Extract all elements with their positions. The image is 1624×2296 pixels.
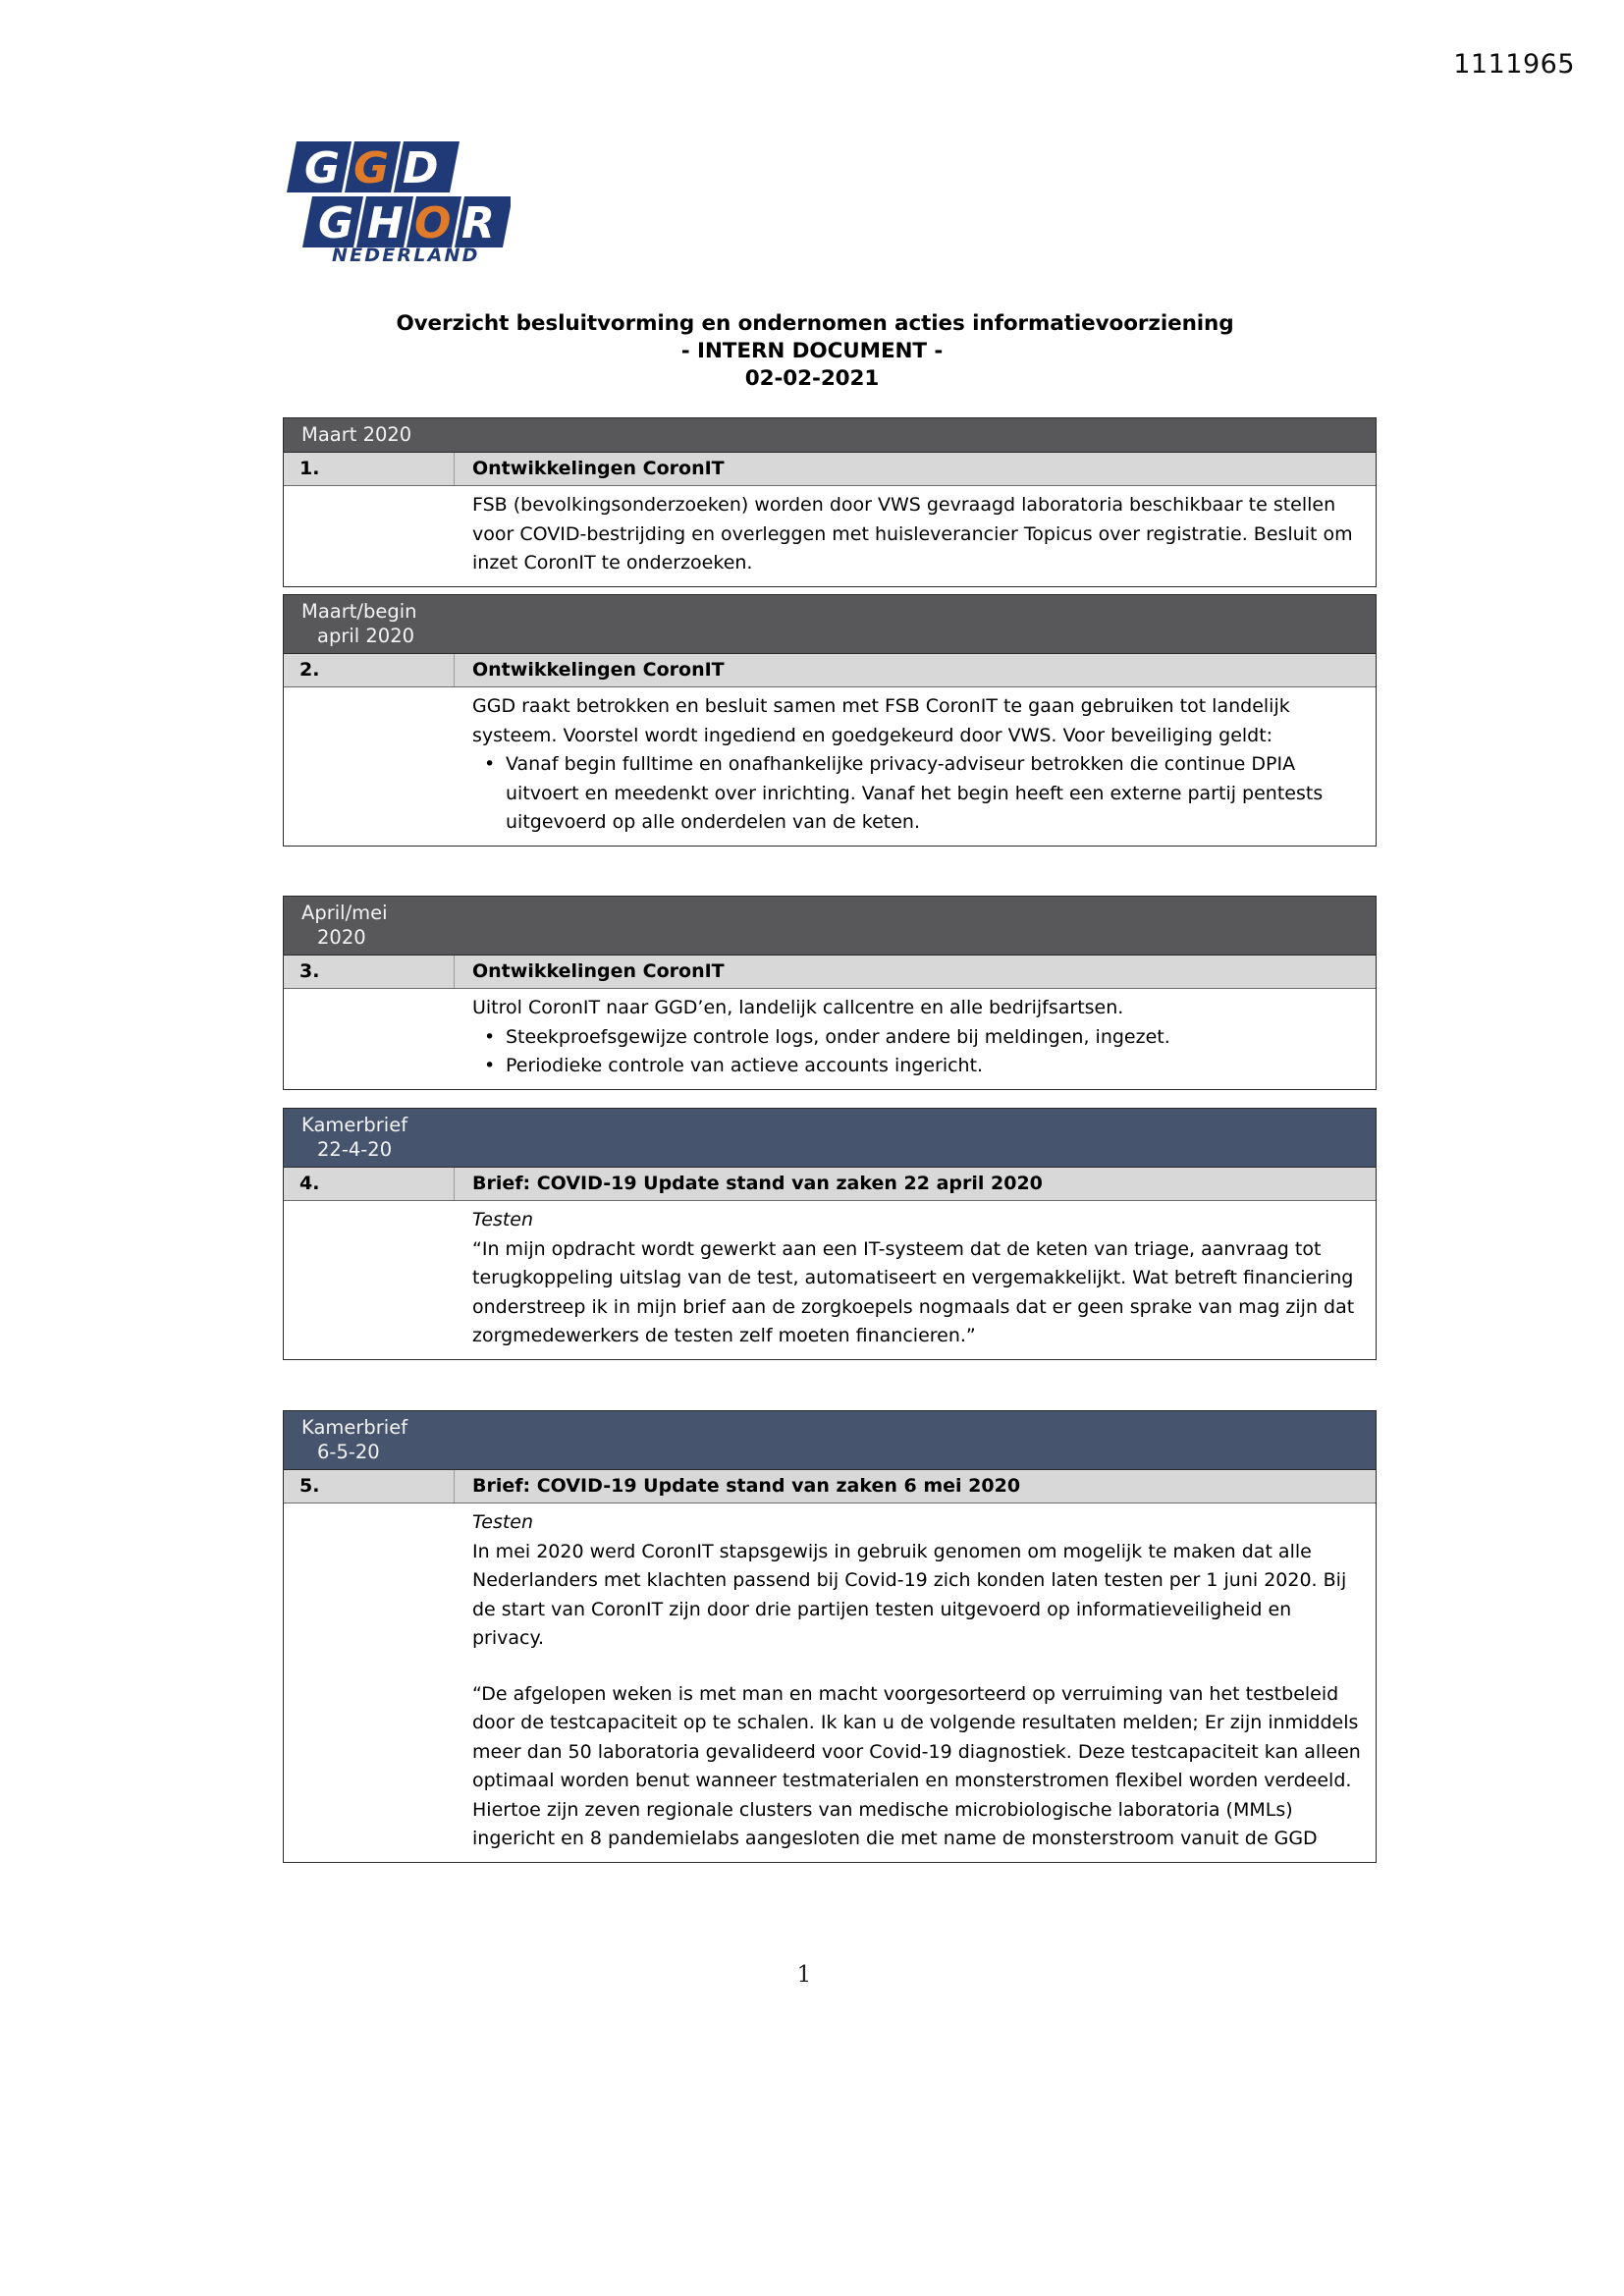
entry-table xyxy=(283,1108,1377,1360)
entry-body-content xyxy=(455,486,1376,586)
svg-text:G: G xyxy=(318,198,354,248)
entry-bullet-list xyxy=(472,750,1362,838)
entry-date-line: Kamerbrief xyxy=(301,1416,408,1439)
entry-body-content xyxy=(455,687,1376,846)
entry-body-content xyxy=(455,1503,1376,1862)
entry-body-content xyxy=(455,989,1376,1089)
entry-table xyxy=(283,594,1377,847)
entry-date-line: Maart/begin xyxy=(301,600,417,623)
entry-date-line: 2020 xyxy=(317,926,366,949)
entry-subheader xyxy=(284,654,1376,687)
entry-bullet-list xyxy=(472,1023,1362,1081)
list-item-text: Steekproefsgewijze controle logs, onder andere bij meldingen, ingezet. xyxy=(506,1025,1170,1048)
entry-date-line: 6-5-20 xyxy=(317,1441,380,1463)
entry-body-row xyxy=(284,989,1376,1089)
list-item xyxy=(484,1052,1362,1081)
entry-date-line: April/mei xyxy=(301,902,388,924)
entry-date-line: Maart 2020 xyxy=(301,423,412,446)
entry-paragraph: FSB (bevolkingsonderzoeken) worden door VWS gevraagd laboratoria beschikbaar te stellen voor COVID-bestrijding en overleggen met huisleverancier Topicus over registratie. Besluit om inzet CoronIT te onderzoeken. xyxy=(472,494,1353,574)
document-date: 02-02-2021 xyxy=(744,366,880,391)
entry-number: 3. xyxy=(284,956,455,988)
list-item xyxy=(484,1023,1362,1053)
entry-paragraph: GGD raakt betrokken en besluit samen met FSB CoronIT te gaan gebruiken tot landelijk systeem. Voorstel wordt ingediend en goedgekeurd door VWS. Voor beveiliging geldt: xyxy=(472,695,1290,746)
entry-date-header xyxy=(284,897,1376,956)
entry-number: 1. xyxy=(284,453,455,485)
entry-title: Ontwikkelingen CoronIT xyxy=(472,960,725,982)
entry-section-label: Testen xyxy=(472,1209,534,1230)
entry-body-gutter xyxy=(284,687,455,846)
ggd-ghor-nederland-logo xyxy=(285,136,511,263)
svg-text:O: O xyxy=(414,198,452,248)
entry-table xyxy=(283,417,1377,587)
entry-body-row xyxy=(284,1201,1376,1359)
entry-date-header xyxy=(284,1109,1376,1168)
entry-date-line: april 2020 xyxy=(317,625,415,647)
document-subtitle: - INTERN DOCUMENT - xyxy=(680,339,944,363)
document-title-block xyxy=(0,310,1624,393)
entry-date-line: Kamerbrief xyxy=(301,1114,408,1136)
entry-date-header xyxy=(284,595,1376,654)
entry-subheader xyxy=(284,1168,1376,1201)
entry-title: Ontwikkelingen CoronIT xyxy=(472,659,725,681)
svg-text:G: G xyxy=(304,143,341,193)
entry-title: Brief: COVID-19 Update stand van zaken 6 mei 2020 xyxy=(472,1475,1021,1497)
list-item-text: Vanaf begin fulltime en onafhankelijke privacy-adviseur betrokken die continue DPIA uitvoert en meedenkt over inrichting. Vanaf het begin heeft een externe partij pentests uitgevoerd op alle onderdelen van de keten. xyxy=(506,753,1324,833)
entry-title: Brief: COVID-19 Update stand van zaken 22 april 2020 xyxy=(472,1173,1043,1194)
entry-table xyxy=(283,1410,1377,1863)
svg-text:D: D xyxy=(403,143,439,193)
svg-text:R: R xyxy=(461,198,495,248)
entry-paragraph: “De afgelopen weken is met man en macht voorgesorteerd op verruiming van het testbeleid door de testcapaciteit op te schalen. Ik kan u de volgende resultaten melden; Er zijn inmiddels meer dan 50 laboratoria gevalideerd voor Covid-19 diagnostiek. Deze testcapaciteit kan alleen optimaal worden benut wanneer testmaterialen en monsterstromen flexibel worden verdeeld. Hiertoe zijn zeven regionale clusters van medische microbiologische laboratoria (MMLs) ingericht en 8 pandemielabs aangesloten die met name de monsterstroom vanuit de GGD xyxy=(472,1682,1361,1849)
entry-body-row xyxy=(284,1503,1376,1862)
svg-text:G: G xyxy=(353,143,390,193)
entry-date-line: 22-4-20 xyxy=(317,1138,393,1161)
entry-body-gutter xyxy=(284,989,455,1089)
entry-body-gutter xyxy=(284,1201,455,1359)
entry-body-gutter xyxy=(284,1503,455,1862)
entry-date-header xyxy=(284,418,1376,453)
entry-body-row xyxy=(284,687,1376,846)
entry-paragraph: “In mijn opdracht wordt gewerkt aan een IT-systeem dat de keten van triage, aanvraag tot terugkoppeling uitslag van de test, automatiseert en vergemakkelijkt. Wat betreft financiering onderstreep ik in mijn brief aan de zorgkoepels nogmaals dat er geen sprake van mag zijn dat zorgmedewerkers de testen zelf moeten financieren.” xyxy=(472,1237,1355,1346)
bullet-icon: • xyxy=(484,1055,496,1076)
entry-paragraph: Uitrol CoronIT naar GGD’en, landelijk callcentre en alle bedrijfsartsen. xyxy=(472,997,1124,1018)
page-title: Overzicht besluitvorming en ondernomen acties informatievoorziening xyxy=(396,311,1234,336)
entry-subheader xyxy=(284,956,1376,989)
document-number: 1111965 xyxy=(1453,49,1575,80)
entry-date-header xyxy=(284,1411,1376,1470)
entry-title: Ontwikkelingen CoronIT xyxy=(472,458,725,479)
bullet-icon: • xyxy=(484,1025,496,1048)
entry-number: 2. xyxy=(284,654,455,686)
entry-body-row xyxy=(284,486,1376,586)
entry-subheader xyxy=(284,1470,1376,1503)
entry-subheader xyxy=(284,453,1376,486)
entry-section-label: Testen xyxy=(472,1511,534,1533)
entry-number: 5. xyxy=(284,1470,455,1503)
svg-text:H: H xyxy=(367,198,404,248)
entry-table xyxy=(283,896,1377,1090)
entry-paragraph: In mei 2020 werd CoronIT stapsgewijs in gebruik genomen om mogelijk te maken dat alle Nederlanders met klachten passend bij Covid-19 zich konden laten testen per 1 juni 2020. Bij de start van CoronIT zijn door drie partijen testen uitgevoerd op informatieveiligheid en privacy. xyxy=(472,1540,1347,1649)
svg-text:NEDERLAND: NEDERLAND xyxy=(332,245,480,263)
page-number: 1 xyxy=(796,1962,812,1988)
list-item-text: Periodieke controle van actieve accounts ingericht. xyxy=(506,1055,984,1076)
entry-number: 4. xyxy=(284,1168,455,1200)
entry-body-gutter xyxy=(284,486,455,586)
list-item xyxy=(484,750,1362,838)
bullet-icon: • xyxy=(484,753,496,775)
entry-body-content xyxy=(455,1201,1376,1359)
